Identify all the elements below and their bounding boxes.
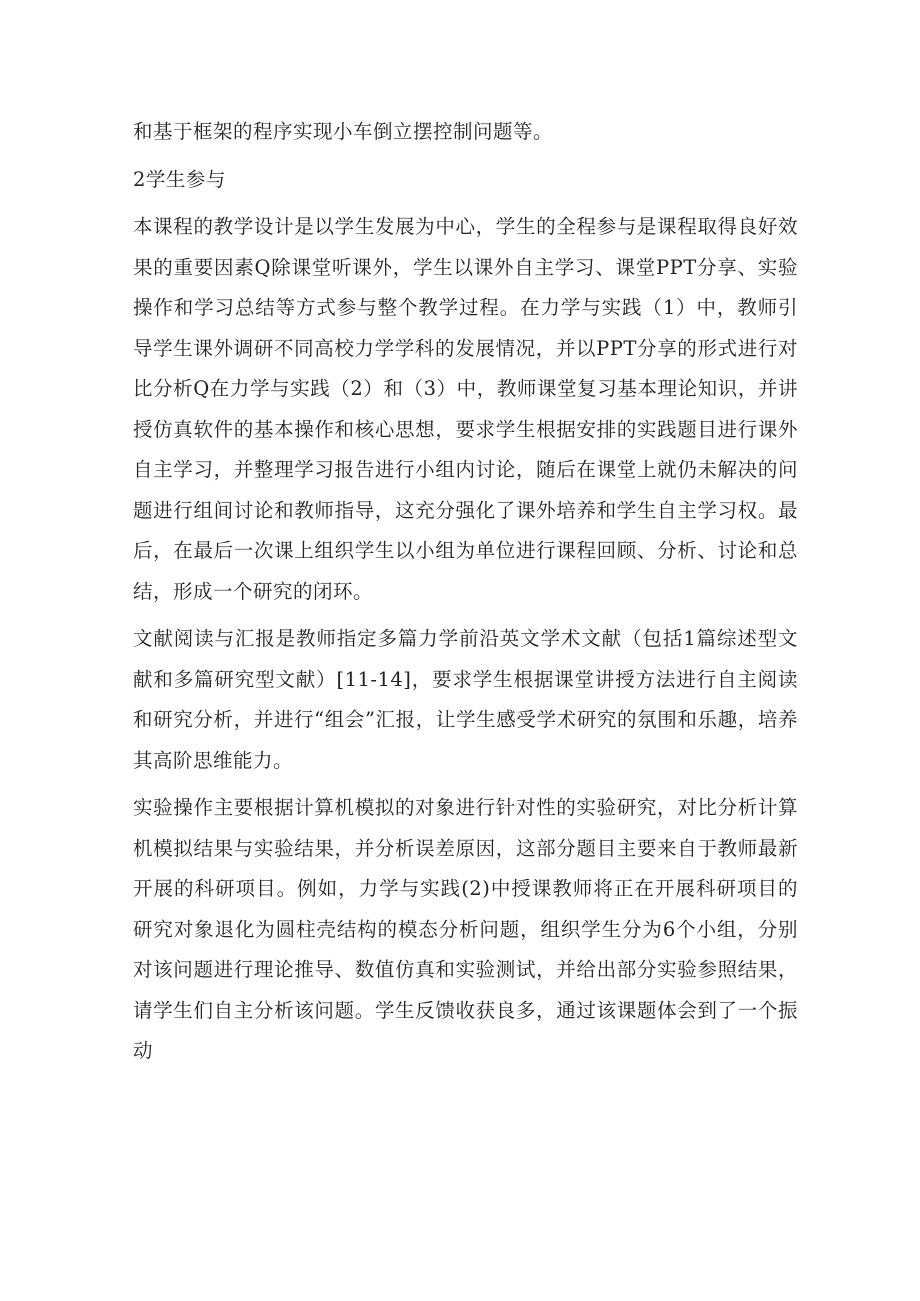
paragraph-continuation: 和基于框架的程序实现小车倒立摆控制问题等。: [133, 120, 554, 143]
section-heading: 2学生参与: [133, 167, 226, 191]
paragraph-literature-reading: 文献阅读与汇报是教师指定多篇力学前沿英文学术文献（包括1篇综述型文献和多篇研究型文献）[11-14]，要求学生根据课堂讲授方法进行自主阅读和研究分析，并进行“组会”汇报，让学生感受学术研究的氛围和乐趣，培养其高阶思维能力。: [133, 627, 798, 772]
paragraph-student-participation: 本课程的教学设计是以学生发展为中心，学生的全程参与是课程取得良好效果的重要因素Q除课堂听课外，学生以课外自主学习、课堂PPT分享、实验操作和学习总结等方式参与整个教学过程。在力学与实践（1）中，教师引导学生课外调研不同高校力学学科的发展情况，并以PPT分享的形式进行对比分析Q在力学与实践（2）和（3）中，教师课堂复习基本理论知识，并讲授仿真软件的基本操作和核心思想，要求学生根据安排的实践题目进行课外自主学习，并整理学习报告进行小组内讨论，随后在课堂上就仍未解决的问题进行组间讨论和教师指导，这充分强化了课外培养和学生自主学习权。最后，在最后一次课上组织学生以小组为单位进行课程回顾、分析、讨论和总结，形成一个研究的闭环。: [133, 215, 798, 603]
paragraph-experiment-operation: 实验操作主要根据计算机模拟的对象进行针对性的实验研究，对比分析计算机模拟结果与实验结果，并分析误差原因，这部分题目主要来自于教师最新开展的科研项目。例如，力学与实践(2)中授课教师将正在开展科研项目的研究对象退化为圆柱壳结构的模态分析问题，组织学生分为6个小组，分别对该问题进行理论推导、数值仿真和实验测试，并给出部分实验参照结果，请学生们自主分析该问题。学生反馈收获良多，通过该课题体会到了一个振动: [133, 796, 798, 1062]
document-body: [133, 112, 798, 1079]
